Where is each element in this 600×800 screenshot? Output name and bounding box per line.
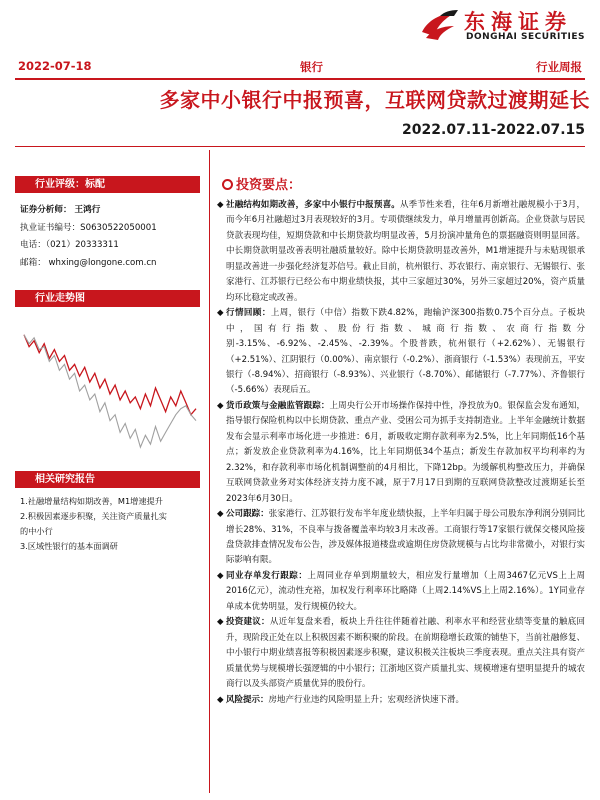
- paragraph-risk-warning: [217, 693, 585, 708]
- related-report-item[interactable]: 1.社融增量结构如期改善，M1增速提升: [20, 496, 163, 506]
- paragraph-text: 上周央行公开市场操作保持中性，净投放为0。银保监会发布通知，指导银行保险机构以中长期贷款、重点产业、受困公司为抓手支持制造业。上半年金融统计数据发布会显示利率市场化进一步推进：6月，新吸收定期存款利率为2.5%，比上年同期低16个基点；新发放企业贷款利率为4.16%，比上年同期低34个基点；新发生存款加权平均利率约为2.32%，和存款利率市场化机制调整前的4月相比，下降12bp。为缓解机构整改压力，并确保互联网贷款业务对实体经济支持力度不减，原于7月17日到期的互联网贷款整改过渡期延长至2023年6月30日。: [226, 400, 585, 504]
- paragraph-text: 房地产行业违约风险明显上升；宏观经济快速下滑。: [268, 694, 465, 705]
- report-date: 2022-07-18: [18, 59, 92, 73]
- analyst-info: [20, 202, 157, 272]
- paragraph-text: 上周，银行（中信）指数下跌4.82%，跑输沪深300指数0.75个百分点。子板块中，国有行指数、股份行指数、城商行指数、农商行指数分别-3.15%、-6.92%、-2.45%、-2.39%。个股普跌，杭州银行（+2.62%）、无锡银行（+2.51%）、江阴银行（0.00%）、南京银行（-0.2%）、浙商银行（-1.53%）表现前五，平安银行（-8.94%）、招商银行（-8.93%）、兴业银行（-8.70%）、邮储银行（-7.77%）、齐鲁银行（-5.66%）表现后五。: [226, 308, 585, 396]
- paragraph-investment-advice: [217, 615, 585, 692]
- bullet-icon: ◆: [217, 617, 224, 628]
- column-divider: [209, 150, 210, 793]
- related-report-item[interactable]: 的中小行: [20, 526, 53, 536]
- header-divider: [15, 78, 585, 80]
- paragraph-lead: 社融结构如期改善，多家中小银行中报预喜。: [226, 200, 400, 210]
- paragraph-company-tracking: [217, 507, 585, 569]
- sector-label: 银行: [300, 60, 323, 74]
- paragraph-lead: 货币政策与金融监管跟踪：: [226, 400, 330, 411]
- header-bar: [15, 55, 585, 77]
- paragraph-text: 从近年复盘来看，板块上升往往伴随着社融、利率水平和经营业绩等变量的触底回升，现阶段正处在以上积极因素不断积聚的阶段。在前期稳增长政策的铺垫下，当前社融修复、中小银行中期业绩喜报等积极因素逐步积聚，建议积极关注板块三季度表现。重点关注具有资产质量优势与规模增长强逻辑的中小银行；江浙地区资产质量扎实、规模增速有望明显提升的城农商行以及头部资产质量优异的股份行。: [226, 617, 585, 690]
- logo-english-name: DONGHAI SECURITIES: [466, 32, 585, 42]
- bullet-icon: ◆: [217, 308, 224, 319]
- related-reports-label: 相关研究报告: [15, 471, 200, 488]
- trend-chart-svg: [20, 315, 200, 467]
- logo-chinese-name: 东海证券: [464, 10, 572, 34]
- date-range: 2022.07.11-2022.07.15: [402, 122, 585, 138]
- series-line-csi300: [24, 335, 196, 447]
- bullet-icon: ◆: [217, 694, 224, 705]
- paragraph-lead: 投资建议：: [226, 617, 270, 628]
- analyst-phone: 电话：（021）20333311: [20, 240, 119, 250]
- series-line-bank: [24, 335, 196, 415]
- related-report-item[interactable]: 2.积极因素逐步积聚，关注资产质量扎实: [20, 511, 167, 521]
- bullet-icon: ◆: [217, 200, 224, 210]
- analyst-email[interactable]: 邮箱： whxing@longone.com.cn: [20, 257, 157, 268]
- key-points-body: [217, 198, 585, 708]
- bullet-icon: ◆: [217, 570, 224, 581]
- paragraph-lead: 风险提示：: [226, 694, 269, 705]
- related-report-item[interactable]: 3.区域性银行的基本面调研: [20, 541, 118, 551]
- report-title: 多家中小银行中报预喜，互联网贷款过渡期延长: [159, 88, 590, 112]
- title-divider: [15, 146, 585, 147]
- key-points-title: [222, 174, 301, 193]
- related-reports-list: [20, 494, 200, 554]
- report-type: 行业周报: [536, 60, 582, 74]
- key-points-title-text: 投资要点：: [236, 178, 302, 193]
- bullet-icon: ◆: [217, 509, 224, 520]
- paragraph-lead: 行情回顾：: [226, 308, 271, 319]
- paragraph-lead: 公司跟踪：: [226, 509, 269, 520]
- circle-icon: [222, 179, 233, 190]
- paragraph-monetary-policy: [217, 399, 585, 507]
- analyst-name: 证券分析师： 王鸿行: [20, 205, 101, 215]
- paragraph-lead: 同业存单发行跟踪：: [226, 570, 308, 581]
- paragraph-market-review: [217, 306, 585, 399]
- paragraph-text: 上周同业存单到期量较大，相应发行量增加（上周3467亿元VS上上周2016亿元），流动性充裕，加权发行利率环比略降（上周2.14%VS上上周2.16%）。1Y同业存单成本优势明显，发行规模仍较大。: [226, 570, 585, 612]
- logo: [420, 6, 595, 46]
- analyst-license: 执业证书编号：S0630522050001: [20, 222, 157, 233]
- trend-chart: [20, 315, 200, 467]
- paragraph-social-financing: [217, 198, 585, 306]
- rating-label: 行业评级：标配: [15, 176, 200, 193]
- bullet-icon: ◆: [217, 400, 224, 411]
- logo-mark-icon: [420, 8, 460, 42]
- paragraph-text: 从季节性来看，往年6月新增社融规模小于3月，而今年6月社融超过3月表现较好的3月。专项债继续发力，单月增量再创新高。企业贷款与居民贷款表现均佳，短期贷款和中长期贷款均明显改善，5月扮演冲量角色的票据融资则明显回落。中长期贷款明显改善表明社融质量较好。除中长期贷款明显改善外，M1增速提升与未贴现银承明显改善进一步强化经济复苏信号。截止目前，杭州银行、苏农银行、南京银行、无锡银行、张家港行、江苏银行已经公布中期业绩快报，其中三家超过30%，另外三家超过20%，资产质量均环比稳定或改善。: [226, 200, 585, 303]
- trend-chart-label: 行业走势图: [15, 290, 200, 307]
- paragraph-text: 张家港行、江苏银行发布半年度业绩快报，上半年归属于母公司股东净利润分别同比增长28%、31%，不良率与拨备覆盖率均较3月末改善。工商银行等17家银行就保交楼风险接盘贷款排查情况发布公告，涉及媒体报道楼盘或逾期住房贷款规模与占比均非常微小，对银行实际影响有限。: [226, 509, 585, 566]
- paragraph-interbank-cd: [217, 569, 585, 615]
